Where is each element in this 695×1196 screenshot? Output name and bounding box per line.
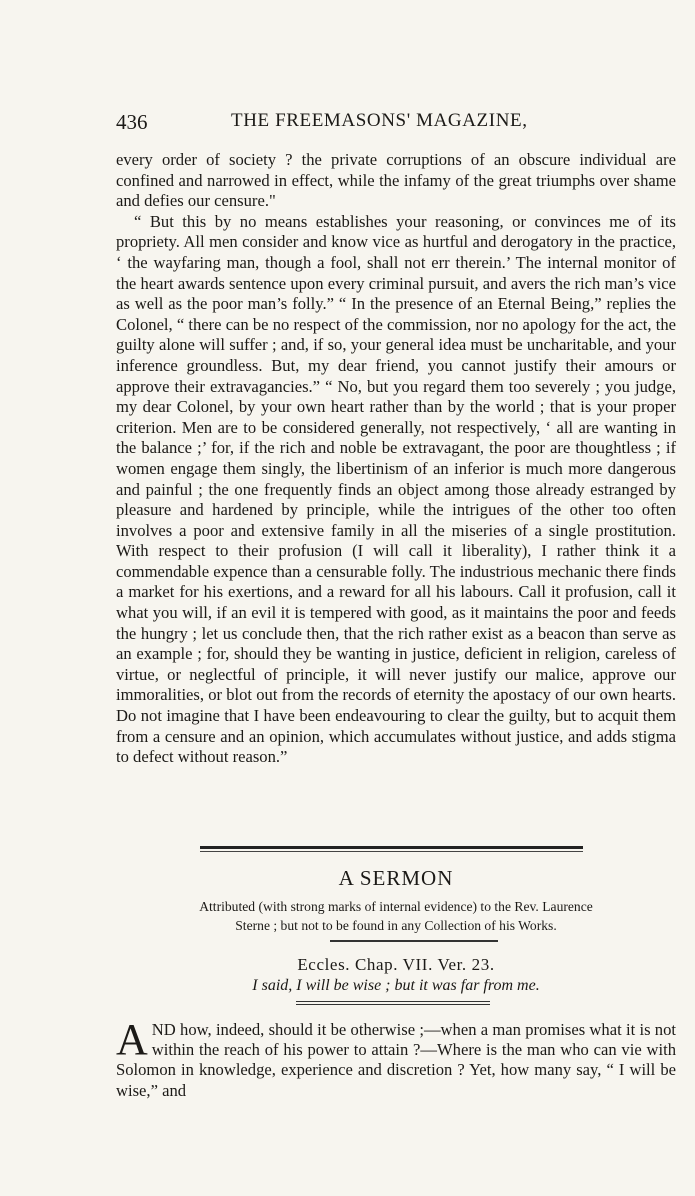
scripture-reference: Eccles. Chap. VII. Ver. 23.	[297, 955, 495, 974]
sermon-body	[116, 1015, 676, 1101]
running-title: THE FREEMASONS' MAGAZINE,	[231, 110, 528, 131]
scripture-verse: I said, I will be wise ; but it was far from me.	[252, 977, 540, 994]
section-divider-thin	[200, 851, 583, 852]
sermon-title: A SERMON	[338, 866, 454, 890]
sermon-opening: ND how, indeed, should it be otherwise ;—when a man promises what it is not within the reach of his power to attain ?—Where is the man who can vie with Solomon in knowledge, experience and discretion ? Yet, how many say, “ I will be wise,” and	[116, 1020, 676, 1100]
essay-text	[116, 150, 676, 768]
section-divider-thick	[200, 846, 583, 849]
short-rule	[330, 940, 498, 942]
attribution-line: Attributed (with strong marks of internal evidence) to the Rev. Laurence	[199, 899, 593, 914]
sermon-attribution	[116, 897, 676, 935]
attribution-line: Sterne ; but not to be found in any Collection of his Works.	[235, 918, 557, 933]
essay-paragraph: every order of society ? the private corruptions of an obscure individual are confined and narrowed in effect, while the infamy of the great triumphs over shame and defies our censure."	[116, 150, 676, 211]
verse-rule-top	[296, 1001, 490, 1002]
sermon-paragraph	[116, 1015, 676, 1101]
running-head	[116, 110, 676, 138]
page-number: 436	[116, 110, 148, 134]
drop-cap: A	[116, 1015, 148, 1064]
verse-rule-bottom	[296, 1004, 490, 1005]
essay-paragraph: “ But this by no means establishes your reasoning, or convinces me of its propriety. All men consider and know vice as hurtful and derogatory in the practice, ‘ the wayfaring man, though a fool, shall not err therein.’ The internal monitor of the heart awards sentence upon every criminal pursuit, and avers the rich man’s vice as well as the poor man’s folly.” “ In the presence of an Eternal Being,” replies the Colonel, “ there can be no respect of the commission, nor no apology for the act, the guilty alone will suffer ; and, if so, your general idea must be uncharitable, and your inference groundless. But, my dear friend, you cannot justify their amours or approve their extravagancies.” “ No, but you regard them too severely ; you judge, my dear Colonel, by your own heart rather than by the world ; that is your proper criterion. Men are to be considered generally, not respectively, ‘ all are wanting in the balance ;’ for, if the rich and noble be extravagant, the poor are thoughtless ; if women engage them singly, the libertinism of an inferior is much more dangerous and painful ; the one frequently finds an object among those already estranged by pleasure and hardened by principle, while the intrigues of the other too often involves a poor and extensive family in all the miseries of a single prostitution. With respect to their profusion (I will call it liberality), I rather think it a commendable expence than a censurable folly. The industrious mechanic there finds a market for his exertions, and a reward for all his labours. Call it profusion, call it what you will, if an evil it is tempered with good, as it maintains the poor and feeds the hungry ; let us conclude then, that the rich rather exist as a beacon than serve as an example ; for, should they be wanting in justice, deficient in religion, careless of virtue, or neglectful of principle, it will never justify our malice, approve our immoralities, or blot out from the records of eternity the apostacy of our own hearts. Do not imagine that I have been endeavouring to clear the guilty, but to acquit them from a censure and an opinion, which accumulates without justice, and adds stigma to defect without reason.”	[116, 211, 676, 767]
